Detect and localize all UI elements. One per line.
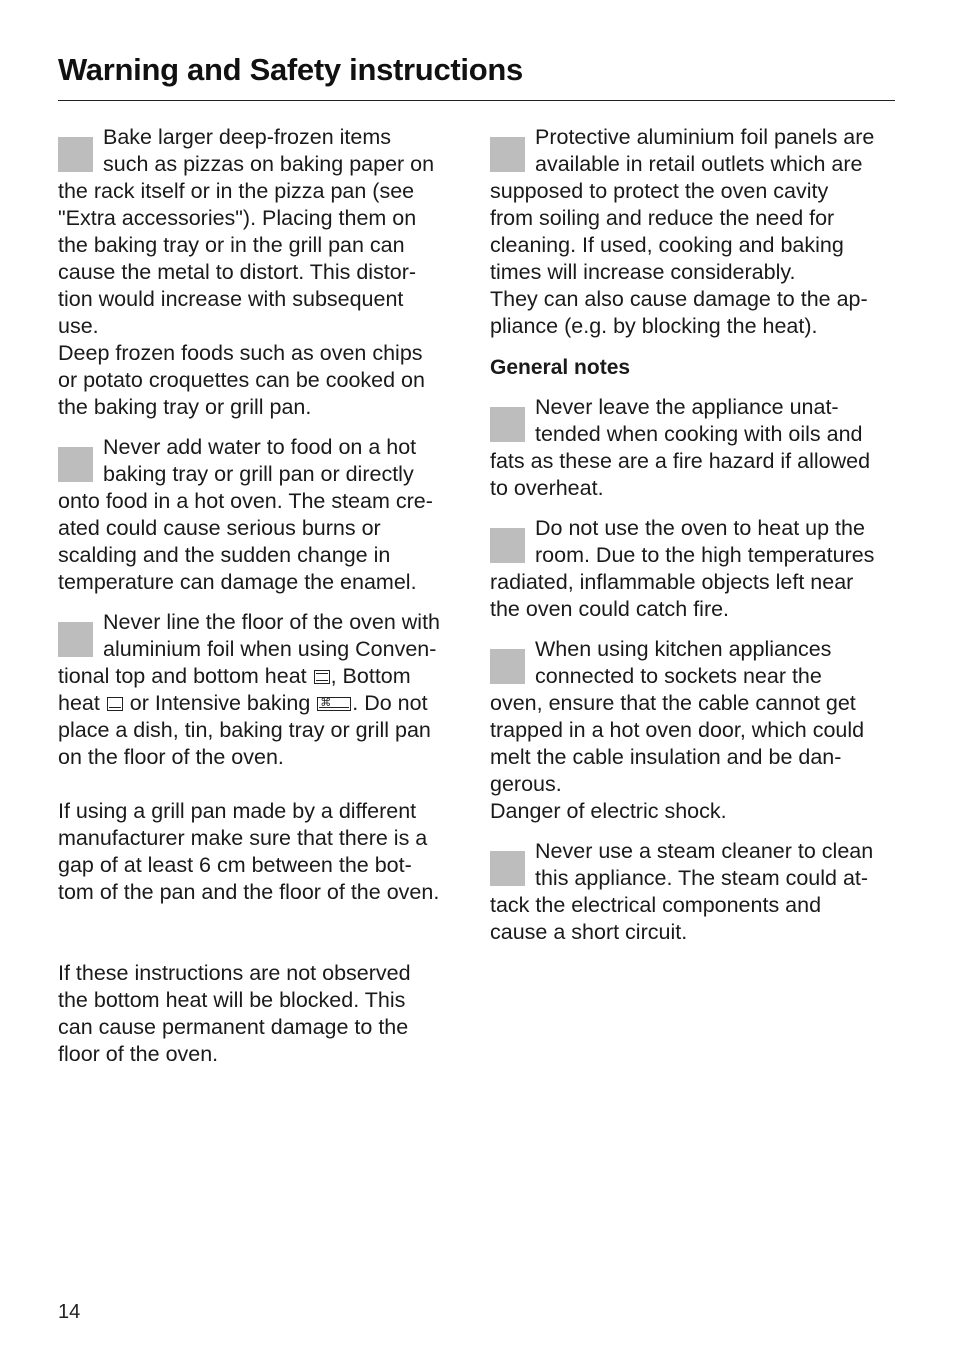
- warning-unattended-oils: Never leave the appliance unat- tended when cooking with oils and fats as these are a fire hazard if allowed to overheat.: [490, 395, 871, 500]
- title-rule: [58, 100, 895, 101]
- page-title: Warning and Safety instructions: [58, 52, 523, 87]
- warning-bullet: [490, 528, 525, 563]
- warning-steam-cleaner: Never use a steam cleaner to clean this appliance. The steam could at- tack the electrical components and cause a short circuit.: [490, 839, 874, 944]
- warning-water-hot-tray: Never add water to food on a hot baking tray or grill pan or directly onto food in a hot oven. The steam cre- ated could cause serious burns or scalding and the sudden change in temperature can damage the enamel.: [58, 435, 433, 594]
- warning-bullet: [490, 851, 525, 886]
- warning-deep-frozen: Bake larger deep-frozen items such as pizzas on baking paper on the rack itself or in the pizza pan (see "Extra accessories"). Placing them on the baking tray or in the grill pan can cause the metal to distort. This distor- tion would increase with subsequent use. Deep frozen foods such as oven chips or potato croquettes can be cooked on the baking tray or grill pan.: [58, 125, 435, 419]
- warning-heat-room: Do not use the oven to heat up the room. Due to the high temperatures radiated, inflammable objects left near the oven could catch fire.: [490, 516, 875, 621]
- warning-bullet: [490, 649, 525, 684]
- warning-bullet: [58, 137, 93, 172]
- warning-aluminium-foil-floor: Never line the floor of the oven with aluminium foil when using Conven- tional top and bottom heat , Bottom heat or Intensive baking ⌘ . Do not place a dish, tin, baking tray or grill pan on the floor of the oven. If using a grill pan made by a different manufacturer make sure that there is a gap of at least 6 cm between the bot- tom of the pan and the floor of the oven. If these instructions are not observed the bottom heat will be blocked. This can cause permanent damage to the floor of the oven.: [58, 610, 441, 1066]
- intensive-baking-icon: ⌘: [317, 697, 351, 711]
- conventional-top-bottom-heat-icon: [314, 670, 330, 684]
- left-column: [58, 124, 466, 1081]
- right-column: [490, 124, 898, 959]
- warning-bullet: [490, 137, 525, 172]
- warning-bullet: [490, 407, 525, 442]
- warning-bullet: [58, 447, 93, 482]
- section-heading-general-notes: General notes: [490, 356, 631, 379]
- warning-foil-panels: Protective aluminium foil panels are available in retail outlets which are supposed to protect the oven cavity from soiling and reduce the need for cleaning. If used, cooking and baking times will increase considerably. They can also cause damage to the ap- pliance (e.g. by blocking the heat).: [490, 125, 875, 338]
- warning-kitchen-appliance-cables: When using kitchen appliances connected to sockets near the oven, ensure that the cable cannot get trapped in a hot oven door, which could melt the cable insulation and be dan- gerous. Danger of electric shock.: [490, 637, 865, 823]
- bottom-heat-icon: [107, 697, 123, 711]
- page-number: 14: [58, 1301, 81, 1323]
- warning-bullet: [58, 622, 93, 657]
